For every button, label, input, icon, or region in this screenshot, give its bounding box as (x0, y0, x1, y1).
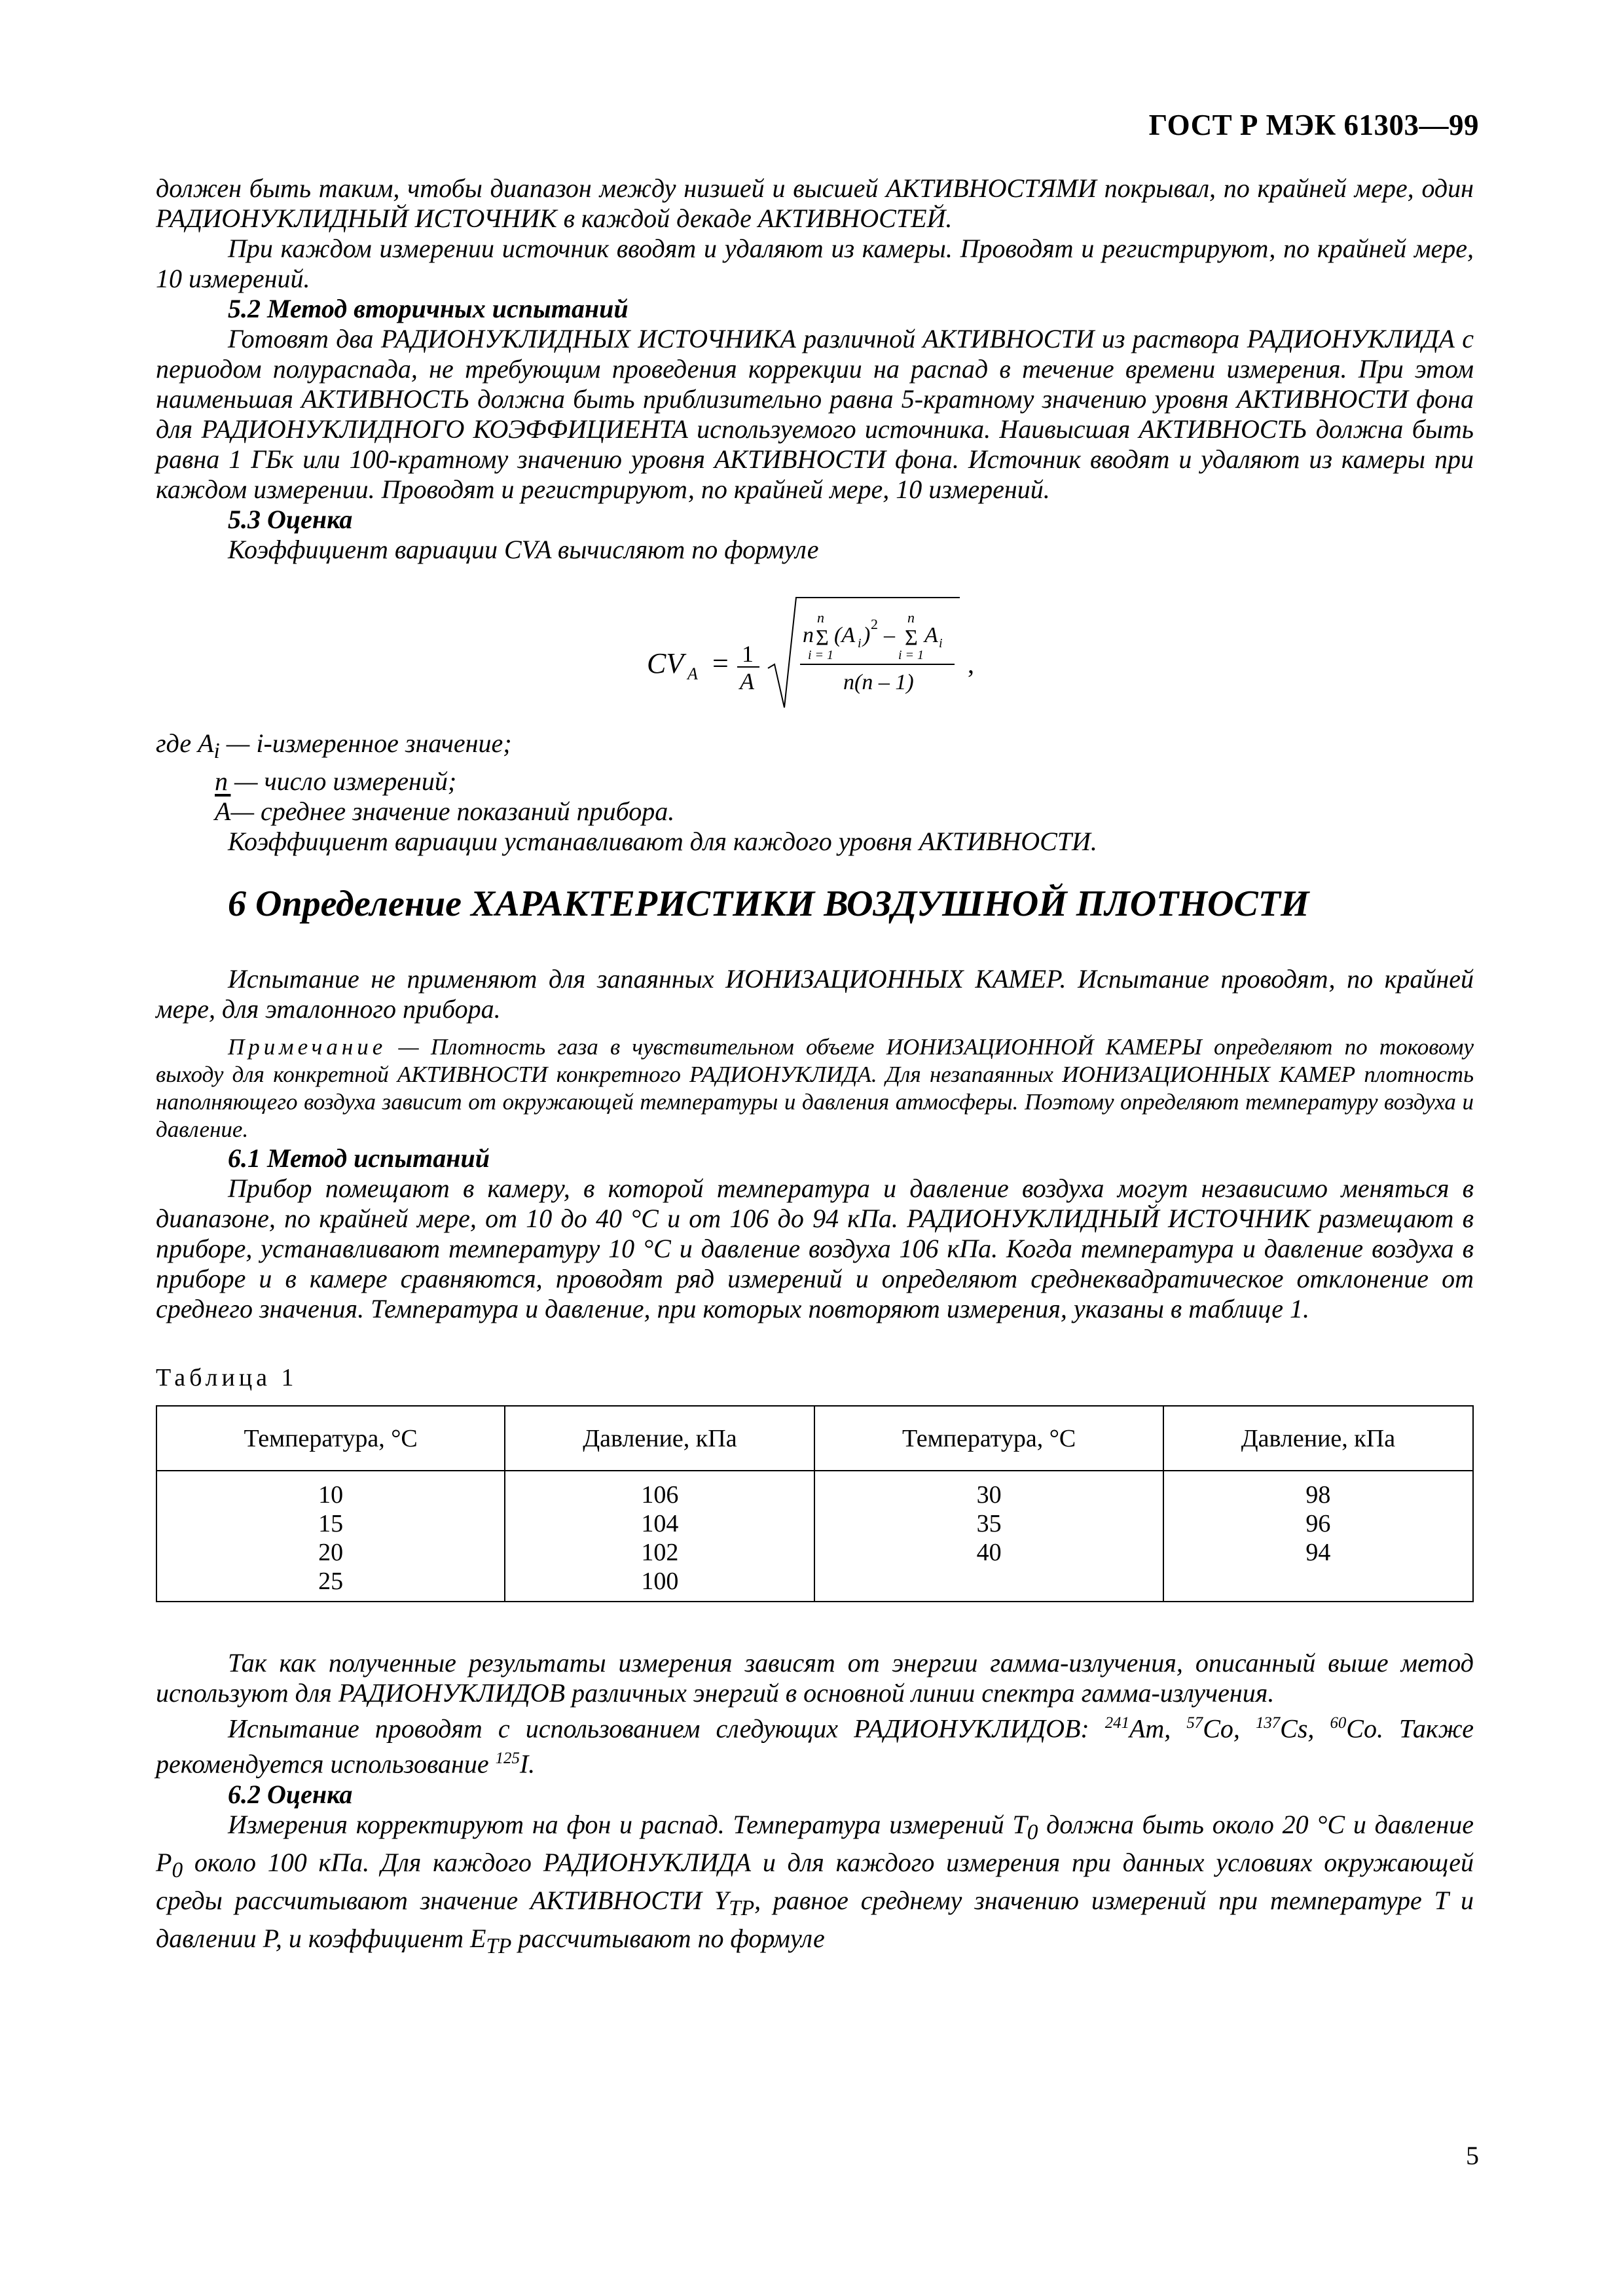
note-text: — Плотность газа в чувствительном объеме ИОНИЗАЦИОННОЙ КАМЕРЫ определяют по токовому выходу для конкретной АКТИВНОСТИ конкретного РАДИОНУКЛИДА. Для незапаянных ИОНИЗАЦИОННЫХ КАМЕР плотность наполняющего воздуха зависит от окружающей температуры и давления атмосферы. Поэтому определяют температуру воздуха и давление. (156, 1034, 1474, 1142)
formula-term2: A (924, 623, 938, 647)
paragraph: Испытание проводят с использованием следующих РАДИОНУКЛИДОВ: $^{241}$Am, $^{57}$Co, $^{137}$Cs, $^{60}$Co. Также рекомендуется использование $^{125}$I. (156, 1713, 1474, 1779)
formula-lhs-sub: A (687, 664, 698, 683)
table-cell: 30 35 40 (814, 1471, 1163, 1602)
cv-formula (647, 591, 1171, 715)
sum-upper-limit: n (817, 609, 824, 626)
formula-minus: – (884, 623, 895, 647)
sum2-lower-limit: i = 1 (898, 648, 924, 662)
subsection-heading-5-3: 5.3 Оценка (228, 505, 353, 534)
after-table-section (156, 1648, 1474, 1962)
sum2-upper-limit: n (907, 609, 915, 626)
paragraph: При каждом измерении источник вводят и удаляют из камеры. Проводят и регистрируют, по крайней мере, 10 измерений. (156, 234, 1474, 293)
note-label: Примечание (228, 1034, 387, 1060)
table-cell: 10 15 20 25 (156, 1471, 505, 1602)
paragraph: Так как полученные результаты измерения зависят от энергии гамма-излучения, описанный выше метод используют для РАДИОНУКЛИДОВ различных энергий в основной линии спектра гамма-излучения. (156, 1648, 1474, 1708)
formula-frac-num: 1 (742, 641, 754, 667)
table-header: Давление, кПа (505, 1406, 814, 1471)
section-title-6: 6 Определение ХАРАКТЕРИСТИКИ ВОЗДУШНОЙ ПЛОТНОСТИ (228, 884, 1309, 924)
formula-n: n (803, 623, 814, 647)
table-header: Давление, кПа (1163, 1406, 1473, 1471)
page-number: 5 (1466, 2141, 1479, 2170)
formula-legend (156, 728, 1474, 857)
formula-term1: (A (834, 623, 856, 647)
paragraph: Испытание не применяют для запаянных ИОНИЗАЦИОННЫХ КАМЕР. Испытание проводят, по крайней мере, для эталонного прибора. (156, 964, 1474, 1024)
data-table (156, 1405, 1474, 1602)
table-header-row (156, 1406, 1473, 1471)
formula-term1-tail: ) (863, 623, 871, 647)
legend-item: n — число измерений; (215, 766, 457, 796)
document-header: ГОСТ Р МЭК 61303—99 (1148, 109, 1479, 141)
table-caption: Таблица 1 (156, 1364, 298, 1391)
paragraph: Коэффициент вариации устанавливают для каждого уровня АКТИВНОСТИ. (228, 827, 1097, 856)
subsection-heading-5-2: 5.2 Метод вторичных испытаний (228, 294, 629, 323)
formula-term1-sub: i (858, 636, 862, 651)
sigma-symbol: Σ (816, 626, 829, 650)
formula-block (156, 565, 1474, 728)
sigma-symbol-2: Σ (905, 626, 918, 650)
formula-square: 2 (871, 616, 878, 632)
subsection-heading-6-1: 6.1 Метод испытаний (228, 1143, 490, 1173)
sum-lower-limit: i = 1 (808, 648, 834, 662)
paragraph: Готовят два РАДИОНУКЛИДНЫХ ИСТОЧНИКА различной АКТИВНОСТИ из раствора РАДИОНУКЛИДА с периодом полураспада, не требующим проведения коррекции на распад в течение времени измерения. При этом наименьшая АКТИВНОСТЬ должна быть приблизительно равна 5-кратному значению уровня АКТИВНОСТИ фона для РАДИОНУКЛИДНОГО КОЭФФИЦИЕНТА используемого источника. Наивысшая АКТИВНОСТЬ должна быть равна 1 ГБк или 100-кратному значению уровня АКТИВНОСТИ фона. Источник вводят и удаляют из камеры при каждом измерении. Проводят и регистрируют, по крайней мере, 10 измерений. (156, 324, 1474, 504)
paragraph: Прибор помещают в камеру, в которой температура и давление воздуха могут независимо меняться в диапазоне, по крайней мере, от 10 до 40 °С и от 106 до 94 кПа. РАДИОНУКЛИДНЫЙ ИСТОЧНИК размещают в приборе, устанавливают температуру 10 °С и давление воздуха 106 кПа. Когда температура и давление воздуха в приборе и в камере сравняются, проводят ряд измерений и определяют среднеквадратическое отклонение от среднего значения. Температура и давление, при которых повторяют измерения, указаны в таблице 1. (156, 1174, 1474, 1323)
table-header: Температура, °С (156, 1406, 505, 1471)
formula-equals: = (712, 647, 729, 679)
table-cell: 98 96 94 (1163, 1471, 1473, 1602)
formula-lhs: CV (647, 647, 684, 679)
legend-item: $\overline{A}—$ среднее значение показаний прибора. (215, 797, 675, 826)
table-row (156, 1471, 1473, 1602)
formula-term2-sub: i (939, 636, 943, 651)
table-cell: 106 104 102 100 (505, 1471, 814, 1602)
table-header: Температура, °С (814, 1406, 1163, 1471)
formula-denominator: n(n – 1) (843, 670, 914, 694)
formula-comma: , (968, 649, 974, 679)
page-content (156, 173, 1474, 1962)
paragraph: должен быть таким, чтобы диапазон между низшей и высшей АКТИВНОСТЯМИ покрывал, по крайней мере, один РАДИОНУКЛИДНЫЙ ИСТОЧНИК в каждой декаде АКТИВНОСТЕЙ. (156, 173, 1474, 233)
paragraph: Коэффициент вариации CVA вычисляют по формуле (228, 535, 819, 564)
subsection-heading-6-2: 6.2 Оценка (228, 1779, 353, 1809)
note (156, 1033, 1474, 1143)
legend-item: где $A_i$ — i-измеренное значение; (156, 728, 512, 763)
paragraph: Измерения корректируют на фон и распад. Температура измерений $T_0$ должна быть около 20 °С и давление $P_0$ около 100 кПа. Для каждого РАДИОНУКЛИДА и для каждого измерения при данных условиях окружающей среды рассчитывают значение АКТИВНОСТИ $Y_{TP}$, равное среднему значению измерений при температуре T и давлении P, и коэффициент $E_{TP}$ рассчитывают по формуле (156, 1809, 1474, 1958)
formula-frac-den: A (740, 668, 754, 694)
